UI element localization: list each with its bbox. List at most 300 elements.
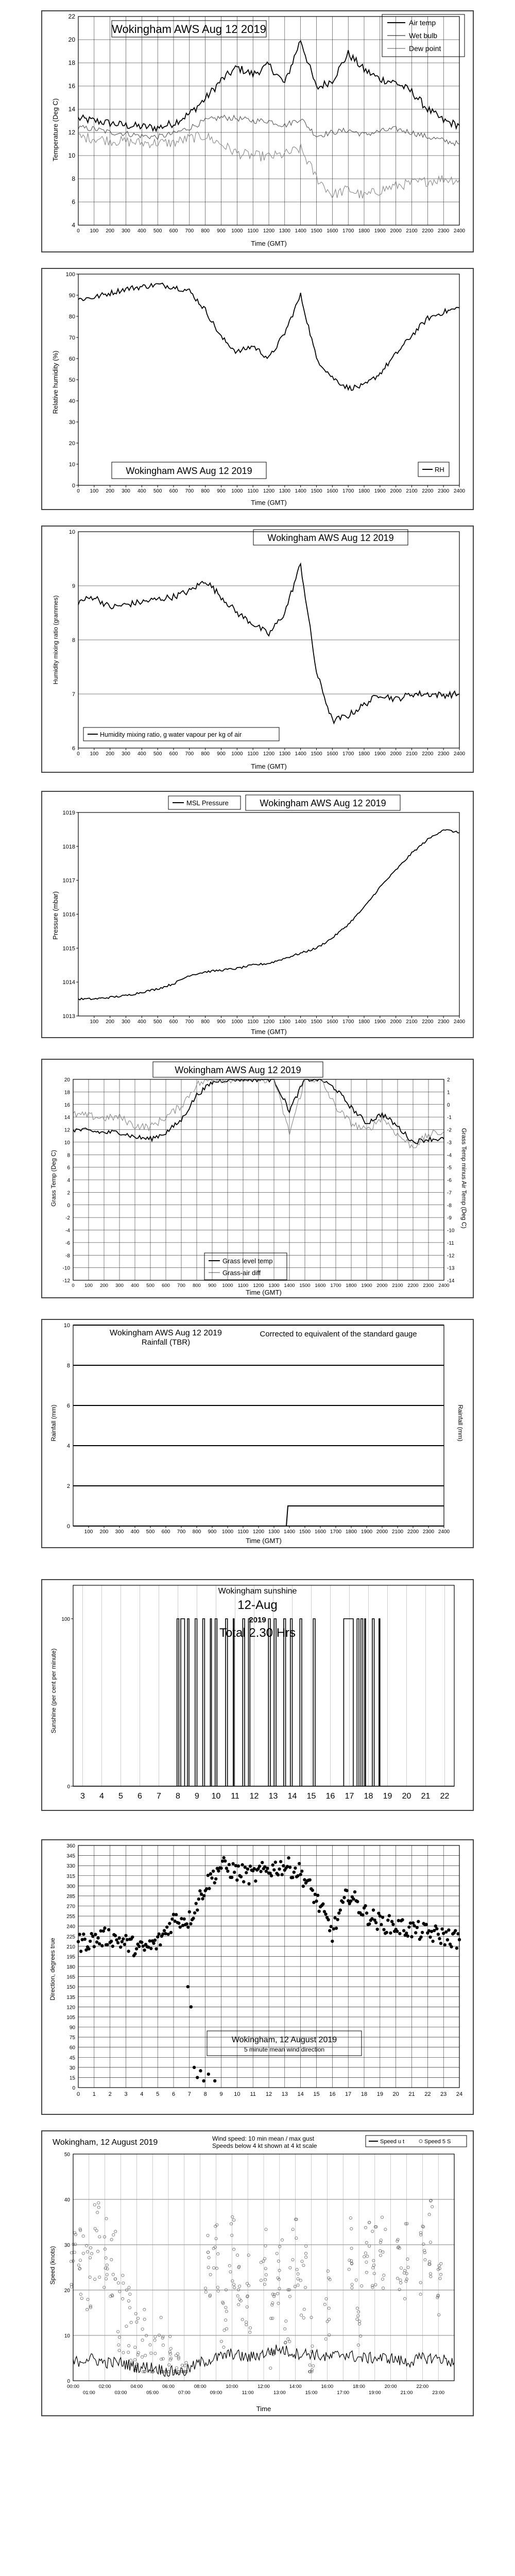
sunshine-interval (195, 1619, 197, 1786)
direction-point (159, 1943, 162, 1946)
gust-point (105, 2278, 107, 2280)
direction-point (293, 1871, 296, 1874)
gust-point (94, 2278, 96, 2281)
y-tick-label: 90 (68, 293, 75, 299)
chart-year: 2019 (249, 1616, 266, 1624)
x-tick-label: 18 (360, 2091, 368, 2097)
gust-point (226, 2328, 228, 2330)
chart-subtitle: Wind speed: 10 min mean / max gust (212, 2135, 315, 2142)
y-tick-label: 7 (72, 691, 75, 698)
direction-point (405, 1931, 408, 1935)
gust-point (305, 2245, 307, 2247)
x-tick-label: 16:00 (321, 2384, 334, 2389)
x-tick-label: 20 (392, 2091, 399, 2097)
direction-point (247, 1882, 250, 1885)
y-tick-label: 2 (66, 1483, 70, 1489)
direction-point (450, 1945, 453, 1948)
x-tick-label: 1200 (263, 751, 275, 757)
gust-point (269, 2367, 272, 2369)
x-tick-label: 20 (402, 1792, 411, 1801)
x-tick-label: 900 (217, 488, 226, 494)
gust-point (431, 2206, 434, 2208)
direction-point-outlier (213, 2079, 216, 2082)
gust-point (328, 2307, 330, 2310)
sunshine-chart-panel (41, 1579, 474, 1811)
gust-point (371, 2230, 374, 2232)
direction-point (169, 1931, 173, 1934)
gust-point (237, 2289, 239, 2291)
gust-point (86, 2308, 89, 2311)
y-tick-label: 165 (66, 1974, 75, 1980)
gust-point (134, 2359, 136, 2361)
direction-point (124, 1934, 127, 1937)
y-tick-label: 1014 (62, 979, 75, 986)
x-tick-label: 700 (185, 1019, 194, 1025)
direction-point (195, 1902, 198, 1905)
direction-point (103, 1926, 106, 1929)
direction-point (212, 1870, 215, 1873)
x-tick-label: 1700 (342, 751, 354, 757)
gust-point (271, 2302, 274, 2304)
x-tick-label: 800 (201, 751, 210, 757)
series-line-rh (78, 283, 459, 391)
x-axis-label: Time (GMT) (246, 1537, 282, 1545)
gust-point (104, 2267, 107, 2269)
direction-point (271, 1863, 274, 1867)
x-tick-label: 20:00 (384, 2384, 397, 2389)
x-tick-label: 1400 (284, 1283, 295, 1289)
gust-point (130, 2321, 132, 2324)
direction-point-outlier (196, 2076, 199, 2079)
y-axis-label: Sunshine (per cent per minute) (50, 1648, 57, 1734)
direction-point (287, 1856, 290, 1859)
direction-point (402, 1929, 405, 1932)
gust-point (302, 2264, 305, 2267)
x-tick-label: 1500 (311, 1019, 322, 1025)
direction-point (401, 1918, 404, 1921)
x-tick-label: 2000 (390, 1019, 402, 1025)
direction-point (349, 1900, 352, 1903)
direction-point (381, 1916, 384, 1919)
direction-point (428, 1936, 432, 1939)
legend-label-dew-point: Dew point (409, 44, 441, 53)
gust-point (162, 2358, 164, 2360)
x-tick-label: 1300 (268, 1529, 280, 1535)
gust-point (264, 2267, 267, 2270)
gust-point (220, 2340, 222, 2343)
y-tick-label: 16 (64, 1102, 70, 1108)
x-tick-label: 1000 (231, 228, 243, 234)
x-tick-label: 2 (108, 2091, 112, 2097)
y-tick-label-right: -3 (447, 1140, 452, 1146)
x-tick-label: 100 (90, 228, 99, 234)
gust-point (365, 2271, 368, 2274)
gust-point (264, 2245, 267, 2247)
y-tick-label: 10 (68, 462, 75, 468)
x-tick-label: 1900 (360, 1529, 373, 1535)
gust-point (372, 2259, 375, 2262)
gust-point (260, 2261, 262, 2264)
direction-point (410, 1935, 413, 1938)
x-tick-label: 1400 (295, 751, 306, 757)
sunshine-interval (203, 1619, 205, 1786)
y-axis-label: Humidity mixing ratio (grammes) (52, 595, 59, 685)
x-tick-label: 300 (115, 1283, 124, 1289)
y-tick-label-right: -9 (447, 1215, 452, 1222)
y-axis-label: Pressure (mbar) (52, 891, 59, 940)
direction-point (233, 1871, 236, 1874)
x-tick-label: 1300 (279, 228, 290, 234)
x-tick-label: 2100 (406, 751, 418, 757)
y-axis-label-right: Rainfall (mm) (457, 1404, 464, 1442)
x-tick-label: 100 (90, 488, 99, 494)
x-tick-label: 2100 (406, 1019, 418, 1025)
x-tick-label: 22 (440, 1792, 450, 1801)
x-tick-label: 1700 (330, 1529, 342, 1535)
x-axis-label: Time (GMT) (251, 1028, 287, 1036)
x-tick-label: 800 (201, 1019, 210, 1025)
direction-point (454, 1929, 457, 1932)
x-tick-label: 1100 (247, 488, 259, 494)
gust-point (154, 2335, 157, 2338)
direction-point (388, 1914, 391, 1917)
direction-point (294, 1867, 297, 1870)
direction-point (165, 1925, 168, 1928)
direction-point (100, 1944, 104, 1947)
y-tick-label: 60 (69, 2045, 75, 2051)
x-tick-label: 1000 (222, 1283, 233, 1289)
gust-point (324, 2337, 327, 2340)
y-tick-label: 255 (66, 1914, 75, 1920)
direction-point (328, 1929, 331, 1932)
direction-point (317, 1910, 320, 1913)
gust-point (208, 2256, 210, 2259)
gust-point (357, 2311, 359, 2313)
x-tick-label: 200 (99, 1529, 109, 1535)
y-tick-label-right: 2 (447, 1077, 450, 1083)
y-tick-label-right: 0 (447, 1102, 450, 1108)
direction-point (254, 1879, 257, 1883)
gust-point (349, 2217, 352, 2219)
gust-point (350, 2247, 353, 2249)
direction-point (324, 1912, 327, 1916)
x-tick-label: 1500 (299, 1283, 311, 1289)
humidity-chart-panel (41, 268, 474, 510)
direction-point (163, 1929, 166, 1932)
sunshine-chart (42, 1580, 473, 1810)
sunshine-interval (361, 1619, 363, 1786)
gust-point (237, 2303, 240, 2306)
y-tick-label: 345 (66, 1853, 75, 1859)
direction-point (414, 1931, 417, 1934)
y-tick-label: 1016 (62, 911, 75, 918)
rainfall-chart-panel (41, 1319, 474, 1548)
gust-point (364, 2226, 367, 2229)
y-tick-label: 0 (72, 483, 75, 489)
gust-point (246, 2306, 248, 2308)
gust-point (303, 2308, 305, 2311)
y-tick-label: 18 (68, 59, 75, 66)
x-tick-label: 1800 (358, 751, 370, 757)
x-tick-label: 1900 (374, 751, 386, 757)
direction-point (182, 1918, 185, 1921)
direction-point (385, 1931, 388, 1934)
grass-temperature-chart (42, 1060, 473, 1297)
x-tick-label: 2400 (453, 228, 466, 234)
gust-point (118, 2290, 121, 2293)
y-tick-label-right: -11 (447, 1240, 454, 1246)
gust-point (359, 2335, 362, 2337)
direction-point (335, 1927, 338, 1930)
x-tick-label: 14 (287, 1792, 297, 1801)
sunshine-interval (181, 1619, 184, 1786)
gust-point (429, 2241, 432, 2244)
gust-point (358, 2320, 361, 2323)
direction-point (143, 1948, 146, 1952)
gust-point (400, 2267, 402, 2269)
gust-point (70, 2251, 73, 2254)
direction-point (300, 1870, 303, 1873)
gust-point (87, 2298, 89, 2301)
gust-point (287, 2337, 289, 2340)
x-tick-label: 100 (90, 751, 99, 757)
direction-point (177, 1922, 180, 1925)
gust-point (231, 2280, 234, 2282)
y-tick-label: 10 (63, 1323, 70, 1329)
gust-point (137, 2317, 140, 2319)
direction-point (372, 1908, 375, 1911)
gust-point (143, 2308, 146, 2311)
gust-point (245, 2321, 247, 2324)
direction-point (419, 1936, 422, 1939)
x-tick-label: 23:00 (432, 2390, 445, 2396)
direction-point (87, 1947, 90, 1951)
x-tick-label: 100 (84, 1283, 93, 1289)
y-tick-label: 135 (66, 1994, 75, 2001)
gust-point (128, 2344, 130, 2347)
gust-point (371, 2284, 374, 2287)
sunshine-interval (300, 1619, 302, 1786)
gust-point (301, 2260, 303, 2263)
gust-point (117, 2344, 120, 2346)
gust-point (181, 2364, 183, 2366)
y-tick-label: 40 (68, 398, 75, 404)
gust-point (419, 2281, 422, 2284)
gust-point (291, 2259, 294, 2261)
x-tick-label: 14:00 (289, 2384, 302, 2389)
gust-point (373, 2272, 375, 2275)
direction-point (213, 1881, 216, 1884)
gust-point (302, 2316, 305, 2319)
x-tick-label: 900 (217, 1019, 226, 1025)
gust-point (222, 2346, 225, 2348)
y-tick-label: 10 (68, 529, 75, 535)
y-tick-label-right: -2 (447, 1127, 452, 1133)
gust-point (308, 2364, 311, 2366)
x-tick-label: 10 (234, 2091, 241, 2097)
gust-point (438, 2314, 440, 2316)
direction-point (368, 1922, 371, 1925)
gust-point (363, 2256, 366, 2258)
gust-point (225, 2306, 227, 2309)
y-tick-label: 20 (64, 1077, 70, 1083)
direction-point (272, 1868, 276, 1871)
gust-point (207, 2234, 209, 2236)
wind-speed-chart (42, 2131, 473, 2415)
x-tick-label: 2300 (438, 228, 450, 234)
direction-point (266, 1867, 269, 1870)
x-tick-label: 6 (171, 2091, 176, 2097)
x-tick-label: 200 (106, 751, 115, 757)
chart-subtitle-2: Speeds below 4 kt shown at 4 kt scale (212, 2142, 317, 2149)
gust-point (122, 2274, 124, 2277)
direction-point (197, 1897, 200, 1901)
y-axis-label: Speed (knots) (49, 2246, 56, 2285)
gust-point (429, 2273, 432, 2275)
gust-point (144, 2354, 147, 2357)
gust-point (360, 2284, 363, 2287)
x-tick-label: 1300 (279, 488, 290, 494)
chart-title: Wokingham, 12 August 2019 (53, 2138, 158, 2147)
x-tick-label: 400 (137, 751, 146, 757)
gust-point (364, 2252, 367, 2255)
x-tick-label: 1400 (283, 1529, 296, 1535)
gust-point (106, 2274, 108, 2276)
direction-point (341, 1901, 345, 1904)
direction-point (389, 1931, 392, 1935)
gust-point (428, 2260, 431, 2263)
gust-point (381, 2216, 383, 2218)
y-tick-label: 0 (67, 2379, 70, 2384)
direction-point (242, 1880, 245, 1883)
direction-point (364, 1904, 367, 1907)
direction-point (407, 1925, 410, 1928)
gust-point (127, 2300, 130, 2302)
direction-point (321, 1902, 324, 1905)
x-tick-label: 1 (92, 2091, 96, 2097)
gust-point (365, 2261, 368, 2263)
wind-direction-chart-panel (41, 1839, 474, 2115)
direction-point (96, 1936, 99, 1939)
x-tick-label: 1200 (263, 228, 275, 234)
x-tick-label: 400 (137, 1019, 146, 1025)
direction-point (127, 1950, 130, 1953)
direction-point-outlier (186, 1985, 190, 1988)
x-tick-label: 2000 (390, 228, 402, 234)
x-tick-label: 600 (169, 1019, 178, 1025)
gust-point (217, 2252, 219, 2255)
x-tick-label: 100 (90, 1019, 99, 1025)
pressure-chart (42, 792, 473, 1037)
gust-point (73, 2251, 76, 2253)
x-tick-label: 1300 (268, 1283, 280, 1289)
x-tick-label: 17 (345, 1792, 354, 1801)
x-tick-label: 1600 (314, 1529, 327, 1535)
pressure-chart-panel (41, 791, 474, 1038)
x-tick-label: 05:00 (146, 2390, 159, 2396)
gust-point (97, 2250, 99, 2252)
direction-point (201, 1897, 204, 1900)
x-tick-label: 22:00 (416, 2384, 429, 2389)
gust-point (80, 2297, 83, 2300)
plot-area (73, 1325, 444, 1526)
y-tick-label-right: -8 (447, 1202, 452, 1209)
direction-point (237, 1865, 240, 1868)
x-tick-label: 21:00 (400, 2390, 413, 2396)
gust-point (110, 2238, 113, 2241)
gust-point (169, 2347, 172, 2350)
x-tick-label: 2200 (407, 1283, 419, 1289)
series-line-pressure (78, 829, 459, 999)
gust-point (284, 2328, 286, 2330)
gust-point (296, 2268, 298, 2271)
gust-point (382, 2287, 385, 2290)
direction-point (225, 1867, 228, 1870)
y-tick-label: 8 (66, 1363, 70, 1369)
direction-point-outlier (190, 2005, 193, 2008)
gust-point (327, 2270, 329, 2273)
direction-point (152, 1942, 155, 1945)
direction-point (239, 1875, 243, 1878)
direction-point (443, 1943, 447, 1946)
direction-point (175, 1913, 178, 1916)
gust-point (368, 2245, 371, 2247)
gust-point (145, 2334, 148, 2337)
y-tick-label-right: -5 (447, 1165, 452, 1171)
gust-point (262, 2260, 265, 2262)
gust-point (118, 2336, 121, 2338)
x-tick-label: 300 (122, 751, 130, 757)
direction-point (327, 1918, 330, 1921)
x-tick-label: 1300 (279, 1019, 290, 1025)
direction-point (261, 1861, 264, 1864)
direction-point (447, 1928, 450, 1931)
y-tick-label: 50 (64, 2152, 70, 2158)
y-tick-label: 90 (69, 2025, 75, 2031)
x-tick-label: 500 (146, 1283, 154, 1289)
direction-point (189, 1922, 192, 1925)
sunshine-interval (274, 1619, 276, 1786)
x-tick-label: 1100 (247, 228, 259, 234)
gust-point (297, 2273, 299, 2275)
gust-point (305, 2256, 307, 2259)
x-tick-label: 08:00 (194, 2384, 207, 2389)
x-tick-label: 2300 (438, 488, 450, 494)
legend-label-mixing-ratio: Humidity mixing ratio, g water vapour per kg of air (100, 731, 242, 738)
direction-point (291, 1876, 294, 1879)
x-tick-label: 02:00 (98, 2384, 111, 2389)
x-tick-label: 1000 (231, 488, 243, 494)
direction-point (231, 1862, 234, 1865)
gust-point (110, 2258, 113, 2261)
direction-point (439, 1942, 442, 1945)
y-axis-label-right: Grass Temp minus Air Temp (Deg C) (460, 1128, 468, 1229)
gust-point (249, 2327, 252, 2329)
x-tick-label: 11 (231, 1792, 239, 1801)
y-tick-label: 315 (66, 1873, 75, 1879)
direction-point (224, 1859, 227, 1862)
x-tick-label: 19:00 (368, 2390, 381, 2396)
direction-point (302, 1885, 305, 1888)
gust-point (350, 2227, 353, 2230)
x-tick-label: 2400 (453, 1019, 466, 1025)
x-tick-label: 700 (185, 488, 194, 494)
direction-point (425, 1923, 428, 1926)
gust-point (374, 2283, 377, 2286)
x-tick-label: 8 (203, 2091, 207, 2097)
x-tick-label: 1100 (237, 1283, 249, 1289)
x-tick-label: 300 (122, 1019, 130, 1025)
